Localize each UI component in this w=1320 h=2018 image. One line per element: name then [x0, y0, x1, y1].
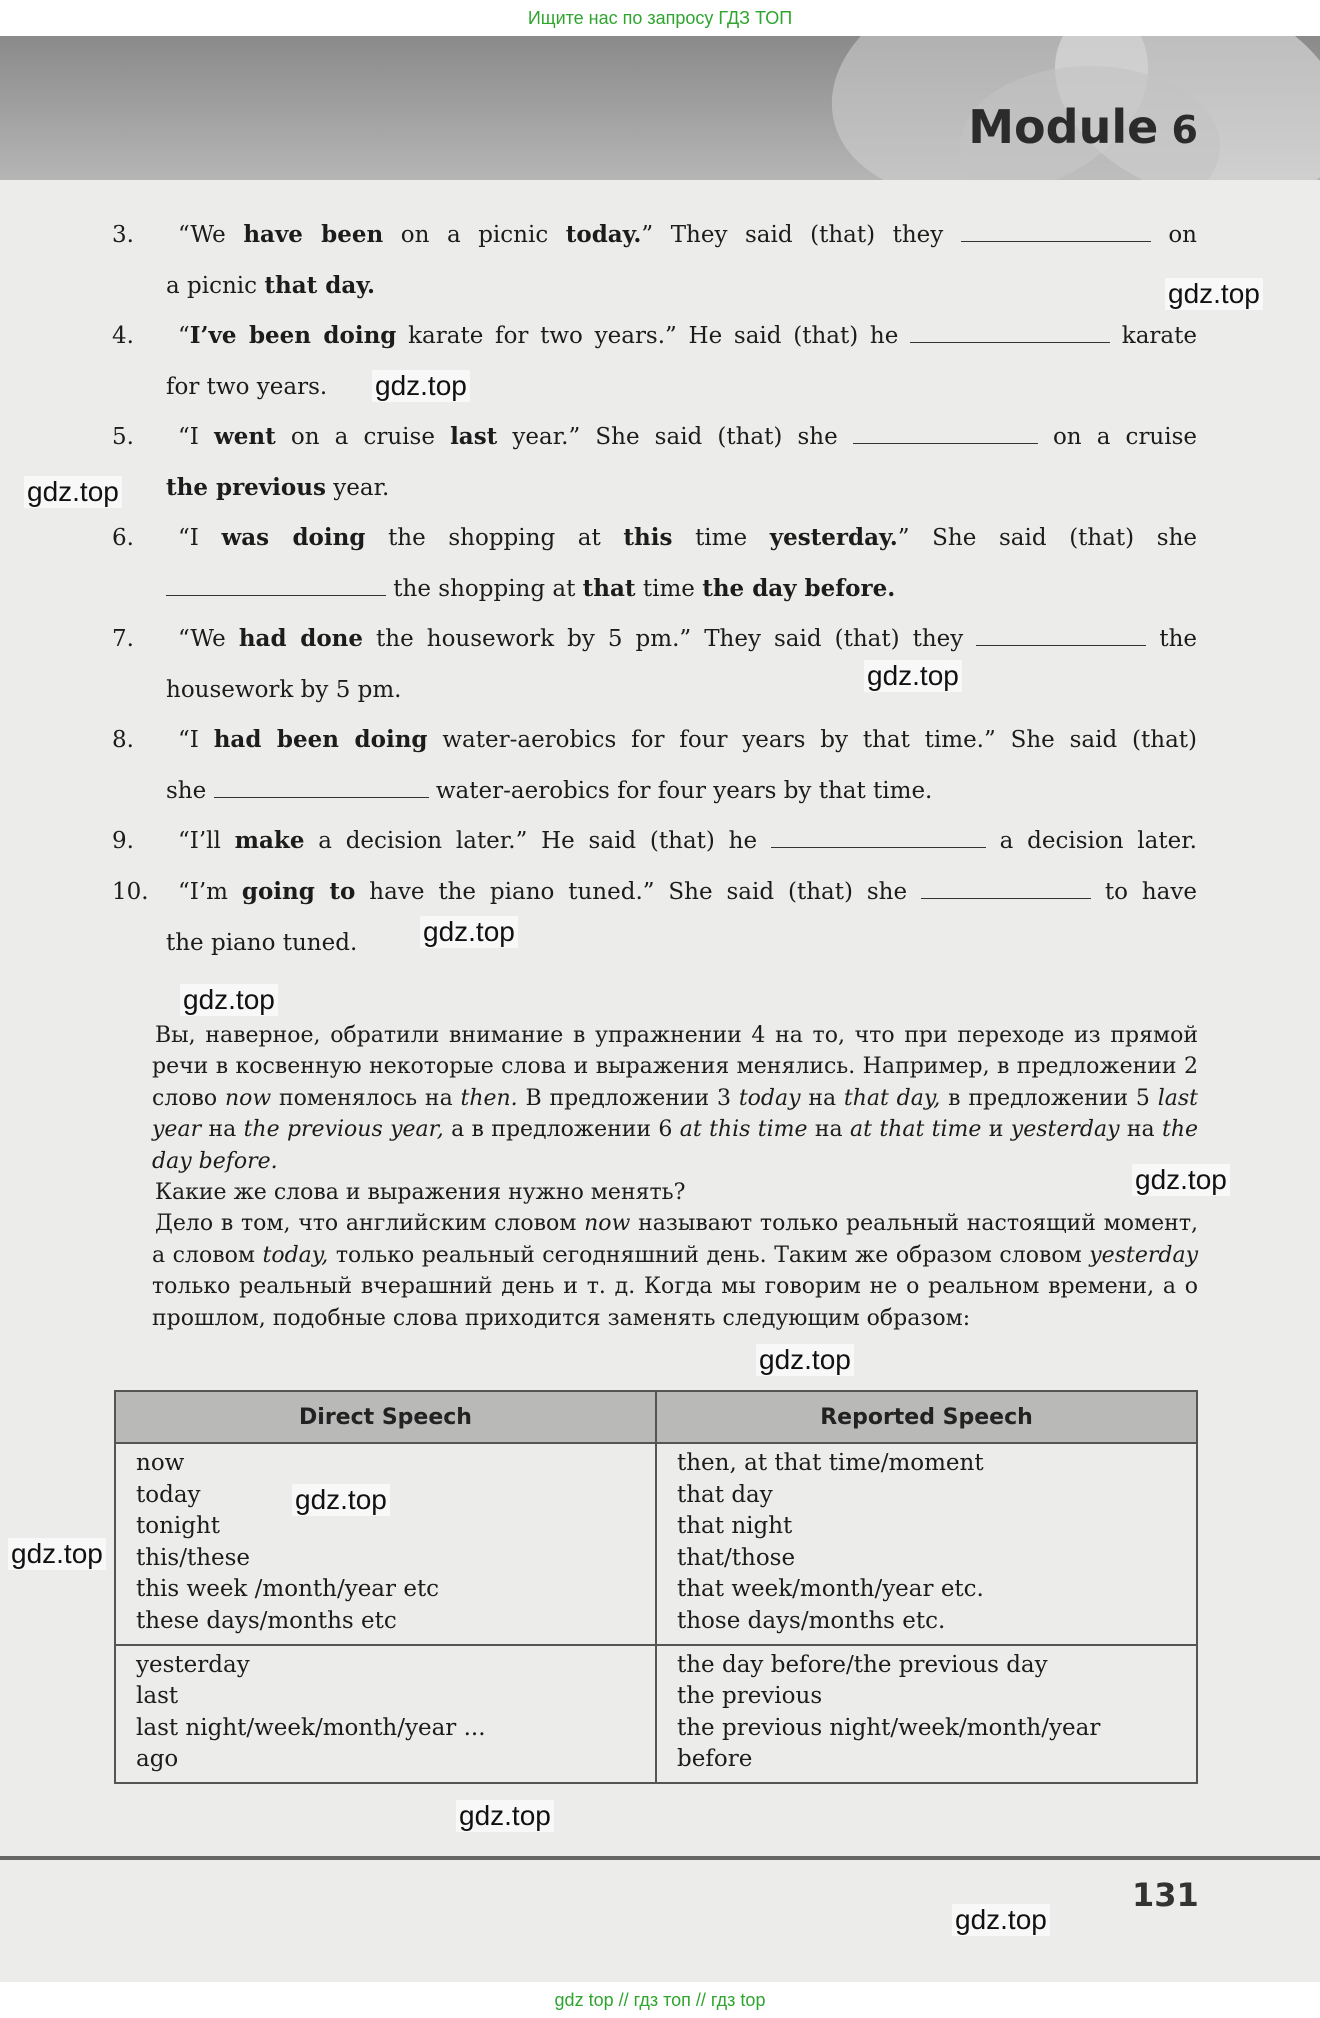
direct-cell: yesterday last last night/week/month/year ... ago	[115, 1645, 656, 1783]
reported-cell: then, at that time/moment that day that night that/those that week/month/year etc. those days/months etc.	[656, 1443, 1197, 1645]
divider	[0, 1856, 1320, 1860]
watermark: gdz.top	[864, 660, 962, 692]
watermark: gdz.top	[1132, 1164, 1230, 1196]
watermark: gdz.top	[180, 984, 278, 1016]
exercise-item: 8. “I had been doing water-aerobics for four years by that time.” She said (that) she water-aerobics for four years by that time.	[112, 726, 1197, 804]
explanation-question: Какие же слова и выражения нужно менять?	[155, 1180, 686, 1206]
watermark: gdz.top	[456, 1800, 554, 1832]
page-number: 131	[1132, 1876, 1199, 1914]
exercise-item: 6. “I was doing the shopping at this time yesterday.” She said (that) she the shopping at that time the day before.	[112, 524, 1198, 602]
reported-cell: the day before/the previous day the previous the previous night/week/month/year before	[656, 1645, 1197, 1783]
answer-blank[interactable]	[214, 777, 429, 798]
exercise-item: 3. “We have been on a picnic today.” They said (that) they on a picnic that day.	[112, 221, 1197, 299]
watermark: gdz.top	[952, 1904, 1050, 1936]
watermark: gdz.top	[292, 1484, 390, 1516]
answer-blank[interactable]	[910, 322, 1110, 343]
answer-blank[interactable]	[921, 878, 1091, 899]
speech-conversion-table	[114, 1390, 1198, 1784]
watermark: gdz.top	[1165, 278, 1263, 310]
watermark: gdz.top	[8, 1538, 106, 1570]
exercise-item: 9. “I’ll make a decision later.” He said (that) he a decision later.	[112, 827, 1197, 854]
table-row	[115, 1443, 1197, 1645]
answer-blank[interactable]	[976, 625, 1146, 646]
russian-explanation	[152, 1020, 1198, 1334]
watermark: gdz.top	[24, 476, 122, 508]
explanation-paragraph: Вы, наверное, обратили внимание в упражнении 4 на то, что при переходе из прямой речи в косвенную некоторые слова и выражения менялись. Например, в предложении 2 слово now поменялось на then. В предложении 3 today на that day, в предложении 5 last year на the previous year, а в предложении 6 at this time на at that time и yesterday на the day before.	[152, 1023, 1199, 1174]
answer-blank[interactable]	[853, 423, 1038, 444]
exercise-item: 5. “I went on a cruise last year.” She said (that) she on a cruise the previous year.	[112, 423, 1198, 501]
answer-blank[interactable]	[961, 221, 1151, 242]
direct-cell: now today tonight this/these this week /month/year etc these days/months etc	[115, 1443, 656, 1645]
watermark: gdz.top	[420, 916, 518, 948]
top-banner: Ищите нас по запросу ГДЗ ТОП	[0, 0, 1320, 36]
explanation-paragraph: Дело в том, что английским словом now называют только реальный настоящий момент, а словом today, только реальный сегодняшний день. Таким же образом словом yesterday только реальный вчерашний день и т. д. Когда мы говорим не о реальном времени, а о прошлом, подобные слова приходится заменять следующим образом:	[152, 1211, 1198, 1331]
table-row	[115, 1645, 1197, 1783]
watermark: gdz.top	[372, 370, 470, 402]
watermark: gdz.top	[756, 1344, 854, 1376]
table-header: Direct Speech	[115, 1391, 656, 1443]
module-title: Module 6	[968, 100, 1198, 154]
table-header: Reported Speech	[656, 1391, 1197, 1443]
exercise-item: 10. “I’m going to have the piano tuned.” She said (that) she to have the piano tuned.	[112, 878, 1198, 956]
answer-blank[interactable]	[771, 827, 986, 848]
answer-blank[interactable]	[166, 575, 386, 596]
exercise-item: 7. “We had done the housework by 5 pm.” They said (that) they the housework by 5 pm.	[112, 625, 1197, 703]
bottom-banner: gdz top // гдз топ // гдз top	[0, 1982, 1320, 2018]
exercise-item: 4. “I’ve been doing karate for two years.” He said (that) he karate for two years.	[112, 322, 1197, 400]
